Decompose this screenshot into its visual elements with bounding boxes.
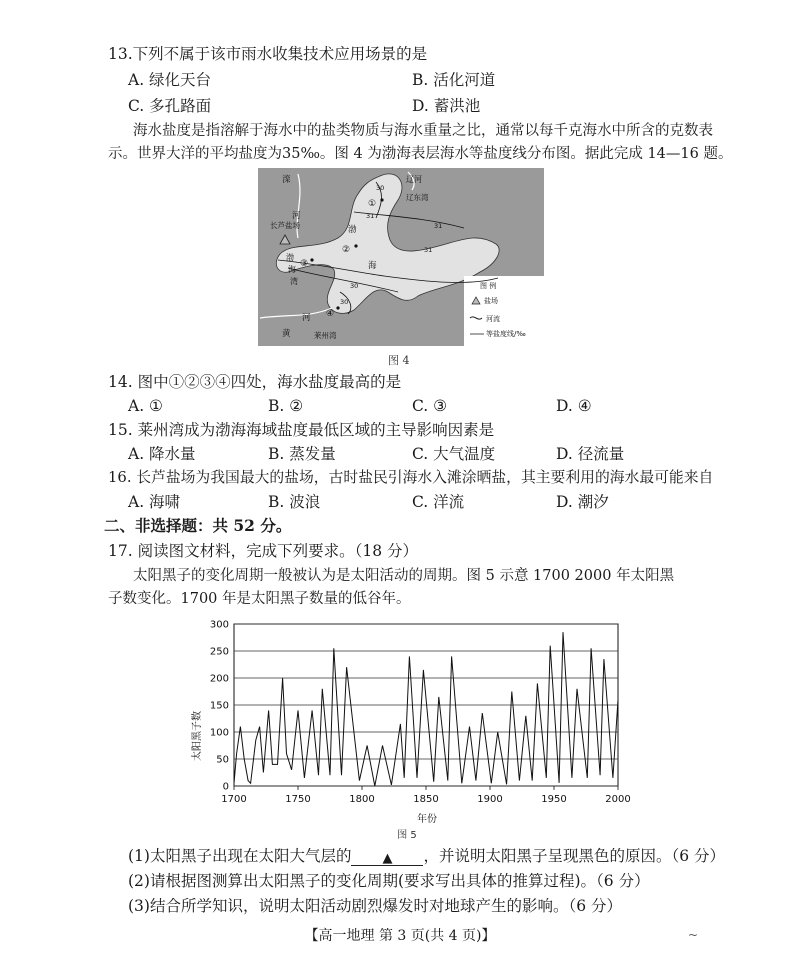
q17-sub-1-part-a: (1)太阳黑子出现在太阳大气层的 [128, 847, 352, 865]
label-luan: 滦 [282, 175, 291, 185]
q13-option-c: C. 多孔路面 [128, 97, 212, 115]
sunspot-chart [186, 616, 636, 842]
legend-title: 图 例 [480, 282, 497, 290]
q13-option-b: B. 活化河道 [412, 71, 496, 89]
q14-option-b: B. ② [268, 397, 304, 415]
label-he2: 河 [302, 313, 311, 323]
label-iso-31a: 31 [366, 212, 375, 220]
label-changlu: 长芦盐场 [270, 221, 300, 230]
x-tick-label: 1700 [221, 794, 247, 805]
q16-option-b: B. 波浪 [268, 493, 321, 511]
label-he: 河 [292, 211, 301, 221]
label-bohai-bay-1: 渤 [286, 253, 294, 262]
question-13-stem: 13.下列不属于该市雨水收集技术应用场景的是 [108, 45, 428, 63]
q17-material-line-2: 子数变化。1700 年是太阳黑子数量的低谷年。 [108, 591, 411, 607]
page-footer: 【高一地理 第 3 页(共 4 页)】 [304, 928, 496, 944]
q15-option-c: C. 大气温度 [412, 445, 496, 463]
q16-option-d: D. 潮汐 [556, 493, 609, 511]
q17-sub-1-part-b: ，并说明太阳黑子呈现黑色的原因。（6 分） [423, 847, 726, 865]
q14-option-d: D. ④ [556, 397, 592, 415]
label-iso-30a: 30 [376, 184, 385, 192]
y-tick-label: 150 [209, 700, 229, 712]
x-tick-label: 1750 [285, 794, 311, 805]
label-iso-30b: 30 [350, 282, 359, 290]
x-tick-label: 1950 [541, 794, 567, 805]
label-circle-4: ④ [326, 309, 335, 319]
legend-isoline-label: 等盐度线/‰ [486, 330, 526, 338]
sunspot-series-line [234, 632, 618, 786]
label-liaodong-bay: 辽东湾 [406, 193, 429, 202]
label-iso-31b: 31 [434, 222, 443, 230]
q16-option-a: A. 海啸 [128, 493, 181, 511]
q17-material-line-1: 太阳黑子的变化周期一般被认为是太阳活动的周期。图 5 示意 1700 2000 年太阳黑 [133, 568, 675, 584]
figure-4-caption: 图 4 [388, 354, 410, 367]
y-tick-label: 300 [209, 619, 229, 631]
x-tick-label: 1900 [477, 794, 503, 805]
label-hai: 海 [368, 261, 377, 271]
q15-option-d: D. 径流量 [556, 445, 625, 463]
y-tick-label: 250 [209, 646, 229, 658]
x-tick-label: 1850 [413, 794, 439, 805]
label-bohai-bay-3: 湾 [290, 277, 298, 286]
label-huang: 黄 [282, 329, 291, 339]
label-bohai-bay-2: 海 [288, 265, 296, 274]
answer-blank[interactable] [351, 847, 423, 866]
bohai-salinity-map [258, 168, 544, 346]
q14-option-a: A. ① [128, 397, 163, 415]
q17-sub-3: (3)结合所学知识，说明太阳活动剧烈爆发时对地球产生的影响。（6 分） [128, 897, 622, 915]
legend-saltfield-label: 盐场 [484, 297, 498, 305]
y-tick-label: 0 [222, 781, 229, 793]
q14-option-c: C. ③ [412, 397, 448, 415]
q13-option-d: D. 蓄洪池 [412, 97, 481, 115]
q17-sub-1 [128, 846, 725, 866]
label-circle-3: ③ [300, 259, 309, 269]
y-tick-label: 200 [209, 673, 229, 685]
figure-5-caption: 图 5 [397, 830, 417, 841]
label-iso-31c: 31 [424, 246, 433, 254]
y-tick-label: 100 [209, 727, 229, 739]
question-15-stem: 15. 莱州湾成为渤海海域盐度最低区域的主导影响因素是 [108, 421, 495, 439]
point-1 [380, 198, 383, 201]
passage-line-2: 示。世界大洋的平均盐度为35‰。图 4 为渤海表层海水等盐度线分布图。据此完成 14—16 题。 [108, 146, 733, 162]
label-circle-2: ② [342, 245, 351, 255]
legend-river-label: 河流 [486, 315, 500, 323]
point-3 [310, 258, 313, 261]
x-tick-label: 1800 [349, 794, 375, 805]
question-14-stem: 14. 图中①②③④四处，海水盐度最高的是 [108, 373, 402, 391]
q13-option-a: A. 绿化天台 [128, 71, 212, 89]
corner-mark: ~ [688, 928, 699, 942]
x-tick-label: 2000 [605, 794, 631, 805]
point-4 [336, 306, 339, 309]
q17-sub-2: (2)请根据图测算出太阳黑子的变化周期(要求写出具体的推算过程)。（6 分） [128, 872, 650, 890]
q15-option-b: B. 蒸发量 [268, 445, 336, 463]
section-2-heading: 二、非选择题：共 52 分。 [104, 516, 292, 535]
q15-option-a: A. 降水量 [128, 445, 196, 463]
label-iso-30c: 30 [340, 298, 349, 306]
q16-option-c: C. 洋流 [412, 493, 465, 511]
question-16-stem: 16. 长芦盐场为我国最大的盐场，古时盐民引海水入滩涂晒盐，其主要利用的海水最可能来自 [108, 469, 714, 486]
label-laizhou: 莱州湾 [314, 331, 337, 340]
label-liaohe: 辽河 [406, 175, 422, 184]
point-2 [354, 244, 357, 247]
label-bo: 渤 [348, 225, 357, 235]
label-circle-1: ① [368, 199, 377, 209]
y-tick-label: 50 [216, 754, 229, 766]
x-axis-label: 年份 [417, 814, 437, 825]
triangle-icon: ▲ [382, 851, 393, 866]
passage-line-1: 海水盐度是指溶解于海水中的盐类物质与海水重量之比，通常以每千克海水中所含的克数表 [133, 123, 713, 139]
y-axis-label: 太阳黑子数 [192, 711, 203, 761]
question-17-stem: 17. 阅读图文材料，完成下列要求。（18 分） [108, 542, 418, 560]
